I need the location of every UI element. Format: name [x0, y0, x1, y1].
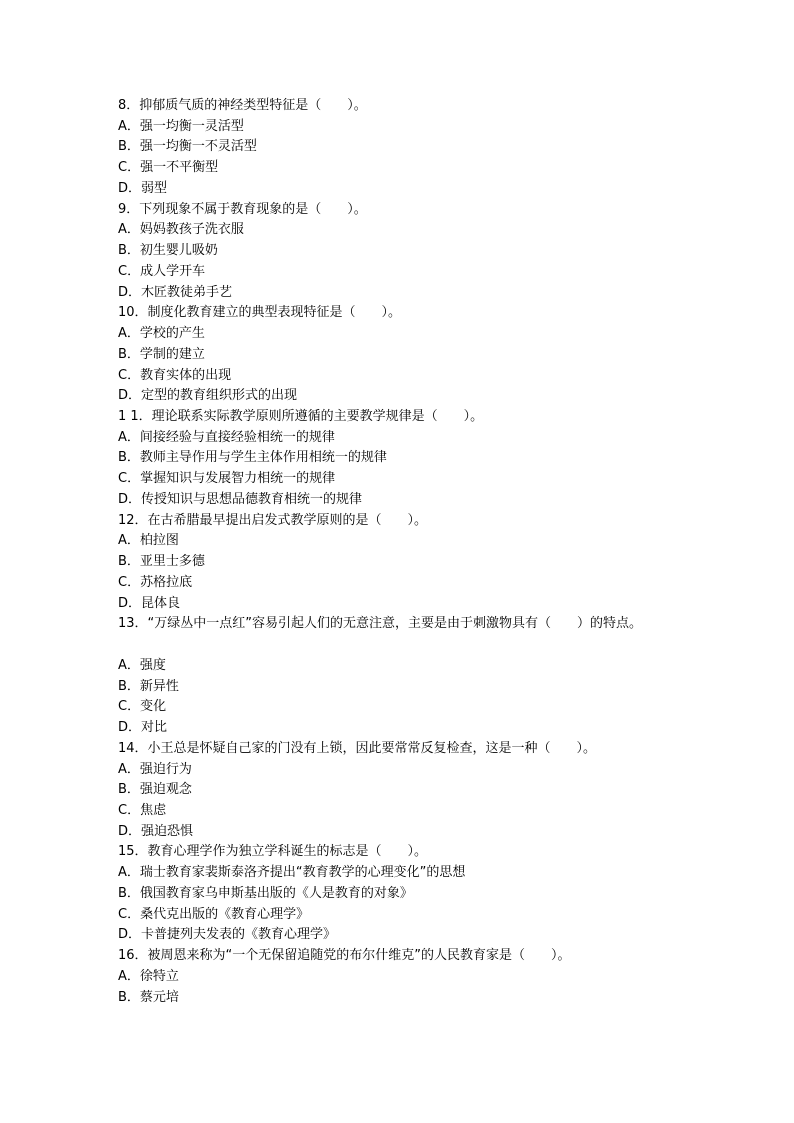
answer-option: C．苏格拉底 — [118, 574, 193, 590]
answer-option: A．瑞士教育家裴斯泰洛齐提出“教育教学的心理变化”的思想 — [118, 865, 466, 881]
answer-option: D．对比 — [118, 720, 168, 736]
blank-line — [118, 635, 718, 656]
answer-option: D．昆体良 — [118, 595, 181, 611]
answer-option: A．柏拉图 — [118, 533, 179, 549]
answer-option: B．蔡元培 — [118, 989, 179, 1005]
question-block — [118, 96, 718, 200]
answer-option: C．教育实体的出现 — [118, 367, 232, 383]
answer-option: B．初生婴儿吸奶 — [118, 243, 218, 259]
answer-option: C．成人学开车 — [118, 263, 206, 279]
question-block — [118, 946, 718, 1008]
question-stem: 15．教育心理学作为独立学科诞生的标志是（ ）。 — [118, 844, 428, 860]
answer-option: B．强一均衡一不灵活型 — [118, 139, 257, 155]
answer-option: D．传授知识与思想品德教育相统一的规律 — [118, 491, 363, 507]
answer-option: B．学制的建立 — [118, 346, 205, 362]
question-stem: 13．“万绿丛中一点红”容易引起人们的无意注意，主要是由于刺激物具有（ ）的特点。 — [118, 616, 643, 632]
answer-option: A．强迫行为 — [118, 761, 192, 777]
answer-option: D．卡普捷列夫发表的《教育心理学》 — [118, 927, 337, 943]
answer-option: C．焦虑 — [118, 802, 167, 818]
answer-option: D．弱型 — [118, 180, 168, 196]
answer-option: B．俄国教育家乌申斯基出版的《人是教育的对象》 — [118, 885, 413, 901]
question-block — [118, 511, 718, 615]
question-stem: 14．小王总是怀疑自己家的门没有上锁，因此要常常反复检查，这是一种（ ）。 — [118, 740, 597, 756]
answer-option: B．亚里士多德 — [118, 554, 205, 570]
answer-option: A．间接经验与直接经验相统一的规律 — [118, 429, 335, 445]
answer-option: D．定型的教育组织形式的出现 — [118, 388, 298, 404]
answer-option: A．徐特立 — [118, 968, 179, 984]
answer-option: C．掌握知识与发展智力相统一的规律 — [118, 471, 336, 487]
answer-option: B．强迫观念 — [118, 782, 192, 798]
question-stem: 1 1．理论联系实际教学原则所遵循的主要教学规律是（ ）。 — [118, 409, 484, 425]
answer-option: C．变化 — [118, 699, 167, 715]
question-stem: 8．抑郁质气质的神经类型特征是（ ）。 — [118, 98, 367, 113]
question-block — [118, 303, 718, 407]
document-page — [118, 96, 718, 1008]
question-block — [118, 200, 718, 304]
question-stem: 10．制度化教育建立的典型表现特征是（ ）。 — [118, 305, 402, 321]
question-stem: 12．在古希腊最早提出启发式教学原则的是（ ）。 — [118, 512, 428, 528]
answer-option: C．桑代克出版的《教育心理学》 — [118, 906, 310, 922]
answer-option: D．木匠教徒弟手艺 — [118, 284, 233, 300]
answer-option: B．教师主导作用与学生主体作用相统一的规律 — [118, 450, 387, 466]
question-stem: 16．被周恩来称为“一个无保留追随党的布尔什维克”的人民教育家是（ ）。 — [118, 948, 571, 964]
answer-option: A．学校的产生 — [118, 326, 205, 342]
answer-option: D．强迫恐惧 — [118, 823, 194, 839]
question-block — [118, 739, 718, 843]
question-block — [118, 407, 718, 511]
answer-option: A．妈妈教孩子洗衣服 — [118, 222, 244, 238]
answer-option: A．强度 — [118, 657, 166, 673]
answer-option: B．新异性 — [118, 678, 179, 694]
question-block — [118, 842, 718, 946]
answer-option: A．强一均衡一灵活型 — [118, 118, 244, 134]
answer-option: C．强一不平衡型 — [118, 160, 219, 176]
question-block — [118, 614, 718, 738]
question-stem: 9．下列现象不属于教育现象的是（ ）。 — [118, 201, 367, 217]
